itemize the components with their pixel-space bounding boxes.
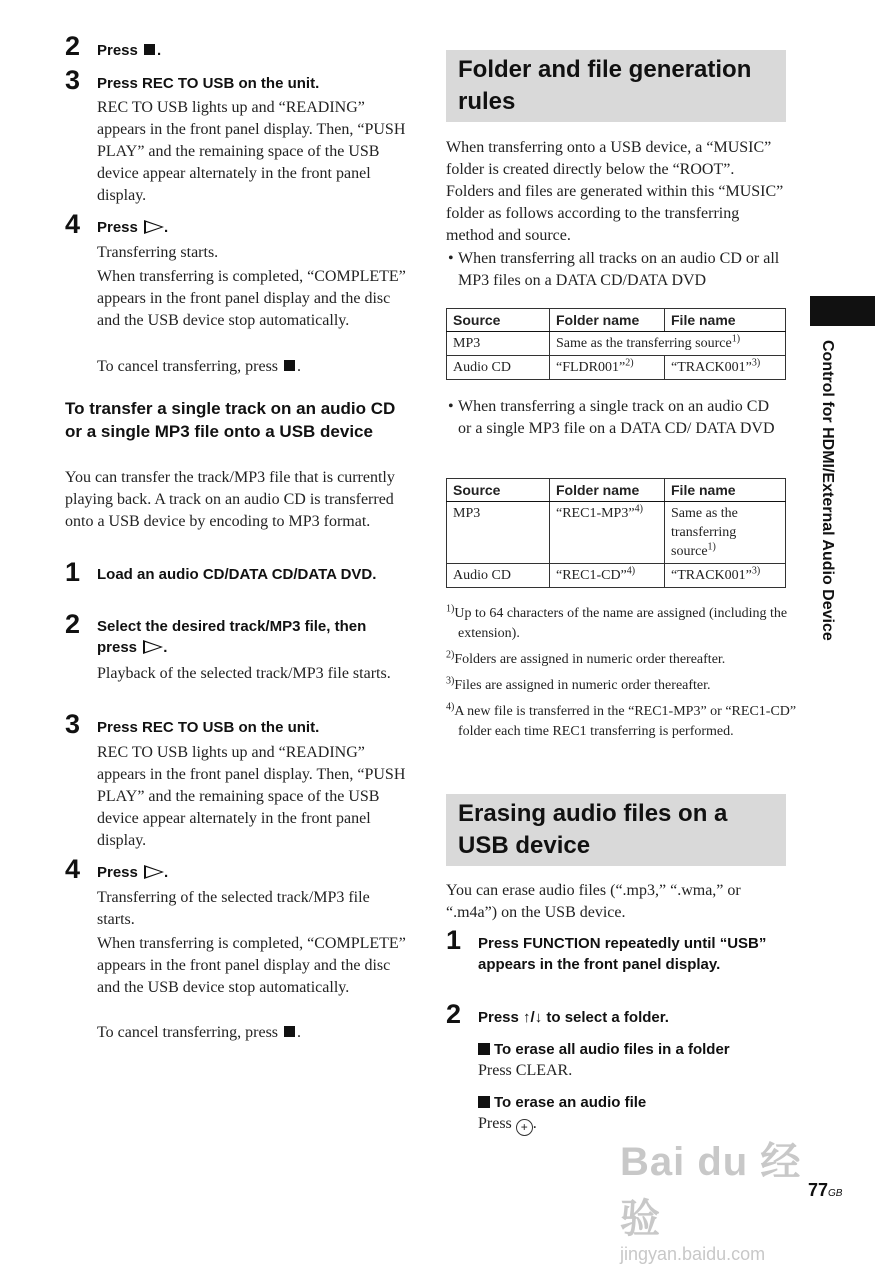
step-title: Press REC TO USB on the unit. [97, 719, 320, 736]
step-number: 4 [65, 854, 81, 884]
section-heading: Folder and file generation rules [446, 50, 786, 122]
enter-button-icon: + [516, 1119, 533, 1136]
step-body: To cancel transferring, press . [97, 1024, 302, 1041]
table-cell: Same as the transferring source$^{1)}$ [665, 502, 786, 564]
table-header: Source [447, 479, 550, 502]
side-tab-marker [810, 296, 875, 326]
play-icon [143, 640, 163, 654]
bullet-item: • When transferring a single track on an audio CD or a single MP3 file on a DATA CD/ DATA DVD [448, 398, 775, 437]
table-header: Source [447, 309, 550, 332]
step-number: 3 [65, 709, 81, 739]
step-body: REC TO USB lights up and “READING” appears in the front panel display. Then, “PUSH PLAY” and the remaining space of the USB device appear alternately in the front panel display. [97, 99, 406, 204]
watermark-main: Bai du 经验 [620, 1140, 802, 1241]
square-bullet-icon [478, 1043, 490, 1055]
step-title: Press . [97, 864, 169, 881]
step-body: Transferring of the selected track/MP3 file starts. [97, 889, 370, 928]
step-number: 1 [446, 925, 462, 955]
step-title: Press ↑/↓ to select a folder. [478, 1009, 669, 1026]
side-tab-label: Control for HDMI/External Audio Device [819, 340, 836, 641]
step-title: Select the desired track/MP3 file, then press . [97, 618, 367, 656]
step-body: Transferring starts. [97, 244, 219, 261]
step-number: 4 [65, 209, 81, 239]
left-column [65, 30, 415, 1070]
step-title: Press REC TO USB on the unit. [97, 75, 320, 92]
folder-table-all [446, 308, 786, 380]
folder-table-single [446, 478, 786, 588]
step-title: Press . [97, 219, 169, 236]
step-number: 2 [65, 31, 81, 61]
step-body: Press + . [478, 1115, 537, 1134]
right-column [446, 50, 797, 1150]
table-header: File name [665, 479, 786, 502]
step-number: 2 [446, 999, 462, 1029]
page-number: 77GB [808, 1180, 843, 1200]
table-cell: “REC1-MP3”$^{4)}$ [550, 502, 665, 564]
table-cell: Audio CD [447, 356, 550, 380]
subheading: To erase an audio file [478, 1092, 646, 1113]
play-icon [144, 220, 164, 234]
table-cell: “FLDR001”$^{2)}$ [550, 356, 665, 380]
step-body: When transferring is completed, “COMPLETE” appears in the front panel display and the disc and the USB device stop automatically. [97, 935, 406, 996]
stop-icon [144, 44, 155, 55]
table-cell: “TRACK001”$^{3)}$ [665, 564, 786, 588]
table-row [447, 502, 786, 564]
footnote: $^{2)}$Folders are assigned in numeric order thereafter. [446, 649, 726, 667]
bullet-item: • When transferring all tracks on an audio CD or all MP3 files on a DATA CD/DATA DVD [448, 250, 780, 289]
step-body: To cancel transferring, press . [97, 358, 302, 375]
stop-icon [284, 360, 295, 371]
step-number: 2 [65, 609, 81, 639]
table-cell: Same as the transferring source$^{1)}$ [550, 332, 786, 356]
table-row [447, 332, 786, 356]
step-number: 1 [65, 557, 81, 587]
table-cell: “REC1-CD”$^{4)}$ [550, 564, 665, 588]
step-body: When transferring is completed, “COMPLETE” appears in the front panel display and the disc and the USB device stop automatically. [97, 268, 406, 329]
intro-paragraph: You can transfer the track/MP3 file that is currently playing back. A track on an audio CD is transferred onto a USB device by encoding to MP3 format. [65, 469, 395, 530]
step-title: Press FUNCTION repeatedly until “USB” appears in the front panel display. [478, 935, 767, 973]
table-cell: MP3 [447, 502, 550, 564]
table-header: File name [665, 309, 786, 332]
play-icon [144, 865, 164, 879]
table-cell: “TRACK001”$^{3)}$ [665, 356, 786, 380]
table-cell: MP3 [447, 332, 550, 356]
table-header: Folder name [550, 479, 665, 502]
footnote: $^{1)}$Up to 64 characters of the name are assigned (including the extension). [446, 603, 788, 641]
section-intro: When transferring onto a USB device, a “MUSIC” folder is created directly below the “ROOT”. Folders and files are generated within this “MUSIC” folder as follows according to the transferring method and source. [446, 139, 784, 244]
watermark-sub: jingyan.baidu.com [620, 1244, 766, 1264]
step-body: Playback of the selected track/MP3 file starts. [97, 665, 391, 682]
step-body: Press CLEAR. [478, 1062, 573, 1079]
stop-icon [284, 1026, 295, 1037]
watermark [620, 1130, 830, 1264]
section-intro: You can erase audio files (“.mp3,” “.wma,” or “.m4a”) on the USB device. [446, 882, 741, 921]
table-row [447, 356, 786, 380]
subheading: To erase all audio files in a folder [478, 1039, 730, 1060]
step-number: 3 [65, 65, 81, 95]
table-row [447, 564, 786, 588]
table-cell: Audio CD [447, 564, 550, 588]
footnote: $^{4)}$A new file is transferred in the “REC1-MP3” or “REC1-CD” folder each time REC1 transferring is performed. [446, 701, 797, 739]
table-header: Folder name [550, 309, 665, 332]
footnote: $^{3)}$Files are assigned in numeric order thereafter. [446, 675, 711, 693]
section-heading: Erasing audio files on a USB device [446, 794, 786, 866]
step-title: Load an audio CD/DATA CD/DATA DVD. [97, 566, 377, 583]
square-bullet-icon [478, 1096, 490, 1108]
subsection-heading: To transfer a single track on an audio CD or a single MP3 file onto a USB device [65, 399, 396, 441]
step-body: REC TO USB lights up and “READING” appears in the front panel display. Then, “PUSH PLAY” and the remaining space of the USB device appear alternately in the front panel display. [97, 744, 406, 849]
step-title: Press . [97, 42, 162, 59]
